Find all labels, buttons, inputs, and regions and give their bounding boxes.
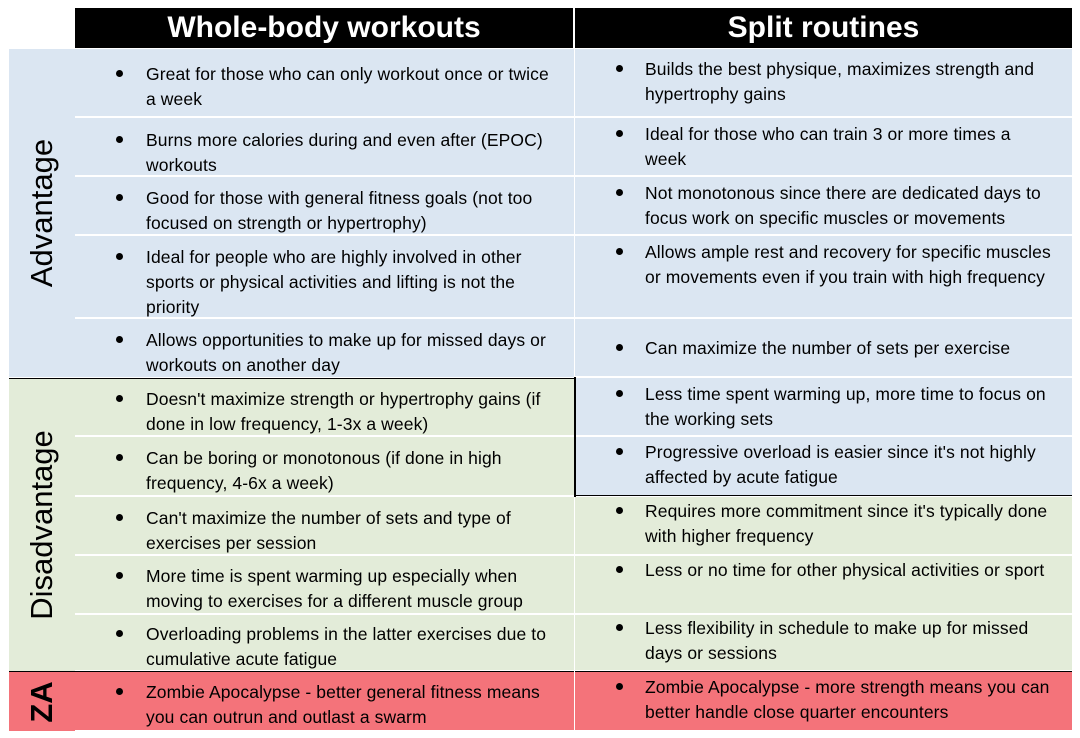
split-item: Allows ample rest and recovery for specific muscles or movements even if you train with high frequency	[645, 242, 1051, 287]
bullet-icon	[616, 130, 623, 137]
whole-body-item: Great for those who can only workout once or twice a week	[146, 64, 549, 109]
bullet-icon	[116, 253, 123, 260]
split-item: Progressive overload is easier since it's not highly affected by acute fatigue	[645, 442, 1036, 487]
bullet-icon	[116, 336, 123, 343]
whole-body-item: Allows opportunities to make up for missed days or workouts on another day	[146, 330, 546, 375]
bullet-icon	[116, 572, 123, 579]
bullet-icon	[116, 194, 123, 201]
split-item: Ideal for those who can train 3 or more times a week	[645, 124, 1011, 169]
row-label-advantage: Advantage	[24, 138, 59, 288]
row-label-disadvantage-cell	[9, 378, 75, 671]
bullet-icon	[116, 454, 123, 461]
split-item: Requires more commitment since it's typically done with higher frequency	[645, 501, 1048, 546]
bullet-icon	[616, 507, 623, 514]
bullet-icon	[116, 136, 123, 143]
whole-body-item: Burns more calories during and even after (EPOC) workouts	[146, 130, 543, 175]
row-label-za-cell	[9, 671, 75, 731]
bullet-icon	[616, 390, 623, 397]
row-label-advantage-cell	[9, 49, 75, 377]
whole-body-item: Can't maximize the number of sets and type of exercises per session	[146, 508, 511, 553]
split-item: Not monotonous since there are dedicated days to focus work on specific muscles or movements	[645, 183, 1041, 228]
bullet-icon	[616, 65, 623, 72]
bullet-icon	[116, 630, 123, 637]
whole-body-item: Ideal for people who are highly involved in other sports or physical activities and lifting is not the priority	[146, 247, 522, 317]
bullet-icon	[116, 395, 123, 402]
whole-body-item: More time is spent warming up especially when moving to exercises for a different muscle group	[146, 566, 524, 611]
split-item: Builds the best physique, maximizes strength and hypertrophy gains	[645, 59, 1035, 104]
header-whole-body: Whole-body workouts	[75, 8, 573, 48]
bullet-icon	[116, 688, 123, 695]
bullet-icon	[116, 70, 123, 77]
bullet-icon	[616, 683, 623, 690]
row-label-za: ZA	[24, 680, 59, 723]
bullet-icon	[616, 624, 623, 631]
header-split-routines: Split routines	[575, 8, 1072, 48]
split-item: Less time spent warming up, more time to focus on the working sets	[645, 384, 1046, 429]
row-label-disadvantage: Disadvantage	[24, 430, 59, 620]
bullet-icon	[616, 248, 623, 255]
split-item: Less flexibility in schedule to make up for missed days or sessions	[645, 618, 1029, 663]
whole-body-item: Zombie Apocalypse - better general fitness means you can outrun and outlast a swarm	[146, 682, 540, 727]
whole-body-item: Doesn't maximize strength or hypertrophy gains (if done in low frequency, 1-3x a week)	[146, 389, 541, 434]
whole-body-item: Good for those with general fitness goals (not too focused on strength or hypertrophy)	[146, 188, 533, 233]
split-item: Zombie Apocalypse - more strength means you can better handle close quarter encounters	[645, 677, 1050, 722]
split-item: Can maximize the number of sets per exercise	[645, 338, 1011, 358]
bullet-icon	[116, 514, 123, 521]
whole-body-item: Can be boring or monotonous (if done in high frequency, 4-6x a week)	[146, 448, 502, 493]
whole-body-item: Overloading problems in the latter exercises due to cumulative acute fatigue	[146, 624, 547, 669]
bullet-icon	[616, 189, 623, 196]
split-divider-line	[574, 377, 576, 497]
split-item: Less or no time for other physical activities or sport	[645, 560, 1045, 580]
bullet-icon	[616, 448, 623, 455]
bullet-icon	[616, 566, 623, 573]
bullet-icon	[616, 344, 623, 351]
